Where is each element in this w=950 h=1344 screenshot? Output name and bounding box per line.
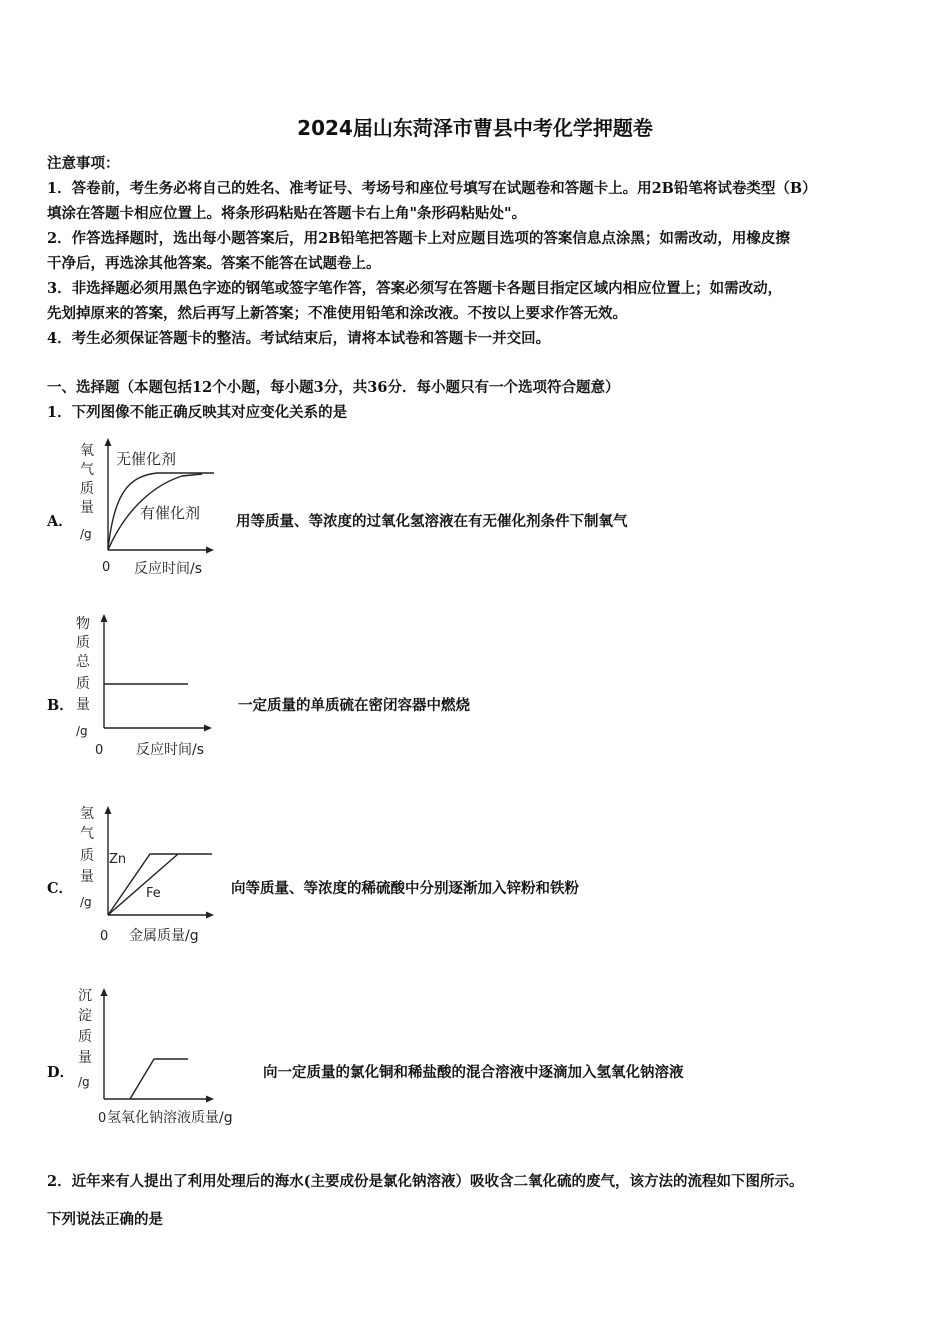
y-axis-char: 量 <box>80 869 94 885</box>
option-c-text: 向等质量、等浓度的稀硫酸中分别逐渐加入锌粉和铁粉 <box>231 880 579 897</box>
x-axis-label: 反应时间/s <box>136 742 205 758</box>
y-axis-char: 气 <box>80 826 94 842</box>
y-axis-char: /g <box>80 527 92 541</box>
origin-label: 0 <box>102 560 111 575</box>
notice-line: 1．答卷前，考生务必将自己的姓名、准考证号、考场号和座位号填写在试题卷和答题卡上。用2B铅笔将试卷类型（B） <box>47 180 817 197</box>
curve-label-no-catalyst: 无催化剂 <box>116 450 177 468</box>
y-axis-arrow <box>101 988 108 996</box>
y-axis-char: 量 <box>76 697 90 713</box>
notice-line: 3．非选择题必须用黑色字迹的钢笔或签字笔作答，答案必须写在答题卡各题目指定区域内相应位置上；如需改动， <box>47 280 783 297</box>
option-c-label: C． <box>47 880 74 897</box>
option-d-text: 向一定质量的氯化铜和稀盐酸的混合溶液中逐滴加入氢氧化钠溶液 <box>263 1064 684 1081</box>
option-a-label: A． <box>47 513 73 530</box>
x-axis-arrow <box>206 547 214 554</box>
x-axis-label: 氢氧化钠溶液质量/g <box>107 1110 233 1126</box>
y-axis-char: 量 <box>78 1050 92 1066</box>
curve-label-zinc: Zn <box>109 852 127 867</box>
y-axis-char: 总 <box>76 654 90 670</box>
y-axis-arrow <box>105 438 112 446</box>
option-d-graph <box>72 982 272 1132</box>
notice-line: 填涂在答题卡相应位置上。将条形码粘贴在答题卡右上角"条形码粘贴处"。 <box>47 205 527 222</box>
option-b-label: B． <box>47 697 74 714</box>
y-axis-char: /g <box>76 724 88 738</box>
option-d-label: D． <box>47 1064 75 1081</box>
notice-heading: 注意事项： <box>47 155 120 172</box>
y-axis-char: 质 <box>76 635 90 651</box>
precipitate-line <box>130 1059 188 1099</box>
origin-label: 0 <box>95 743 104 758</box>
origin-label: 0 <box>98 1111 107 1126</box>
y-axis-char: /g <box>78 1075 90 1089</box>
y-axis-char: 氧 <box>80 443 94 459</box>
x-axis-arrow <box>206 912 214 919</box>
y-axis-arrow <box>101 614 108 622</box>
option-c-graph <box>72 800 232 950</box>
y-axis-char: 质 <box>80 481 94 497</box>
y-axis-char: 沉 <box>78 988 92 1004</box>
y-axis-char: 量 <box>80 500 94 516</box>
y-axis-char: 氢 <box>80 806 94 822</box>
y-axis-char: 质 <box>78 1029 92 1045</box>
page-title: 2024届山东菏泽市曹县中考化学押题卷 <box>297 116 653 140</box>
y-axis-arrow <box>105 806 112 814</box>
option-a-graph <box>72 436 232 581</box>
x-axis-label: 金属质量/g <box>129 928 199 944</box>
y-axis-char: 物 <box>76 616 90 632</box>
option-b-text: 一定质量的单质硫在密闭容器中燃烧 <box>238 697 470 714</box>
question-1-stem: 1．下列图像不能正确反映其对应变化关系的是 <box>47 404 348 421</box>
section-heading: 一、选择题（本题包括12个小题，每小题3分，共36分．每小题只有一个选项符合题意） <box>47 379 620 396</box>
notice-line: 干净后，再选涂其他答案。答案不能答在试题卷上。 <box>47 255 381 272</box>
notice-line: 4．考生必须保证答题卡的整洁。考试结束后，请将本试卷和答题卡一并交回。 <box>47 330 551 347</box>
question-2-line-2: 下列说法正确的是 <box>47 1211 163 1228</box>
y-axis-char: 淀 <box>78 1008 92 1024</box>
curve-label-iron: Fe <box>146 886 161 901</box>
y-axis-char: 质 <box>76 676 90 692</box>
origin-label: 0 <box>100 929 109 944</box>
y-axis-char: 气 <box>80 462 94 478</box>
x-axis-label: 反应时间/s <box>134 561 203 577</box>
notice-line: 先划掉原来的答案，然后再写上新答案；不准使用铅笔和涂改液。不按以上要求作答无效。 <box>47 305 627 322</box>
y-axis-char: 质 <box>80 848 94 864</box>
y-axis-char: /g <box>80 895 92 909</box>
x-axis-arrow <box>204 725 212 732</box>
option-a-text: 用等质量、等浓度的过氧化氢溶液在有无催化剂条件下制氧气 <box>236 513 628 530</box>
x-axis-arrow <box>206 1096 214 1103</box>
option-b-graph <box>72 608 232 766</box>
question-2-line-1: 2．近年来有人提出了利用处理后的海水(主要成份是氯化钠溶液）吸收含二氧化硫的废气，该方法的流程如下图所示。 <box>47 1173 804 1190</box>
curve-label-with-catalyst: 有催化剂 <box>140 504 201 522</box>
notice-line: 2．作答选择题时，选出每小题答案后，用2B铅笔把答题卡上对应题目选项的答案信息点涂黑；如需改动，用橡皮擦 <box>47 230 790 247</box>
